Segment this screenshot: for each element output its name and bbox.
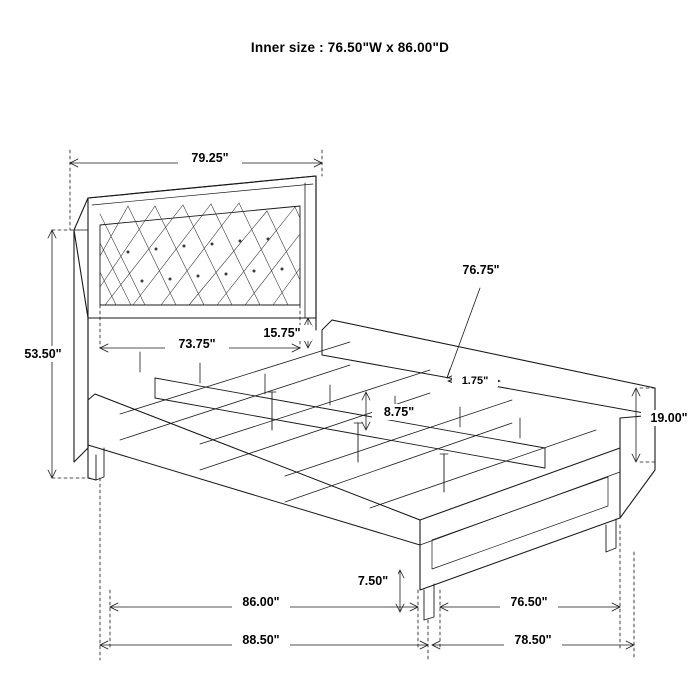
dim-headboard-to-rail: 15.75" — [263, 326, 301, 340]
dim-overall-width: 78.50" — [514, 633, 552, 647]
dim-slat-thickness: 1.75" — [461, 375, 489, 387]
dim-footboard-height: 19.00" — [650, 411, 688, 425]
tufting-pattern — [100, 203, 300, 305]
dim-slat-height: 8.75" — [383, 405, 415, 419]
dim-inner-depth: 86.00" — [242, 595, 280, 609]
dim-headboard-width: 79.25" — [191, 151, 229, 165]
headboard-outline — [74, 176, 316, 462]
dim-headboard-height: 53.50" — [24, 347, 62, 361]
page-title: Inner size : 76.50"W x 86.00"D — [250, 40, 450, 55]
dim-rail-length: 76.75" — [462, 263, 500, 277]
bed-frame — [88, 320, 655, 545]
headboard-tufted-panel — [100, 206, 300, 305]
dimension-labels — [14, 150, 697, 648]
dim-overall-depth: 88.50" — [242, 633, 280, 647]
dim-footboard-clearance: 7.50" — [357, 574, 389, 588]
dim-inner-headboard-width: 73.75" — [178, 337, 216, 351]
dim-inner-width: 76.50" — [510, 595, 548, 609]
